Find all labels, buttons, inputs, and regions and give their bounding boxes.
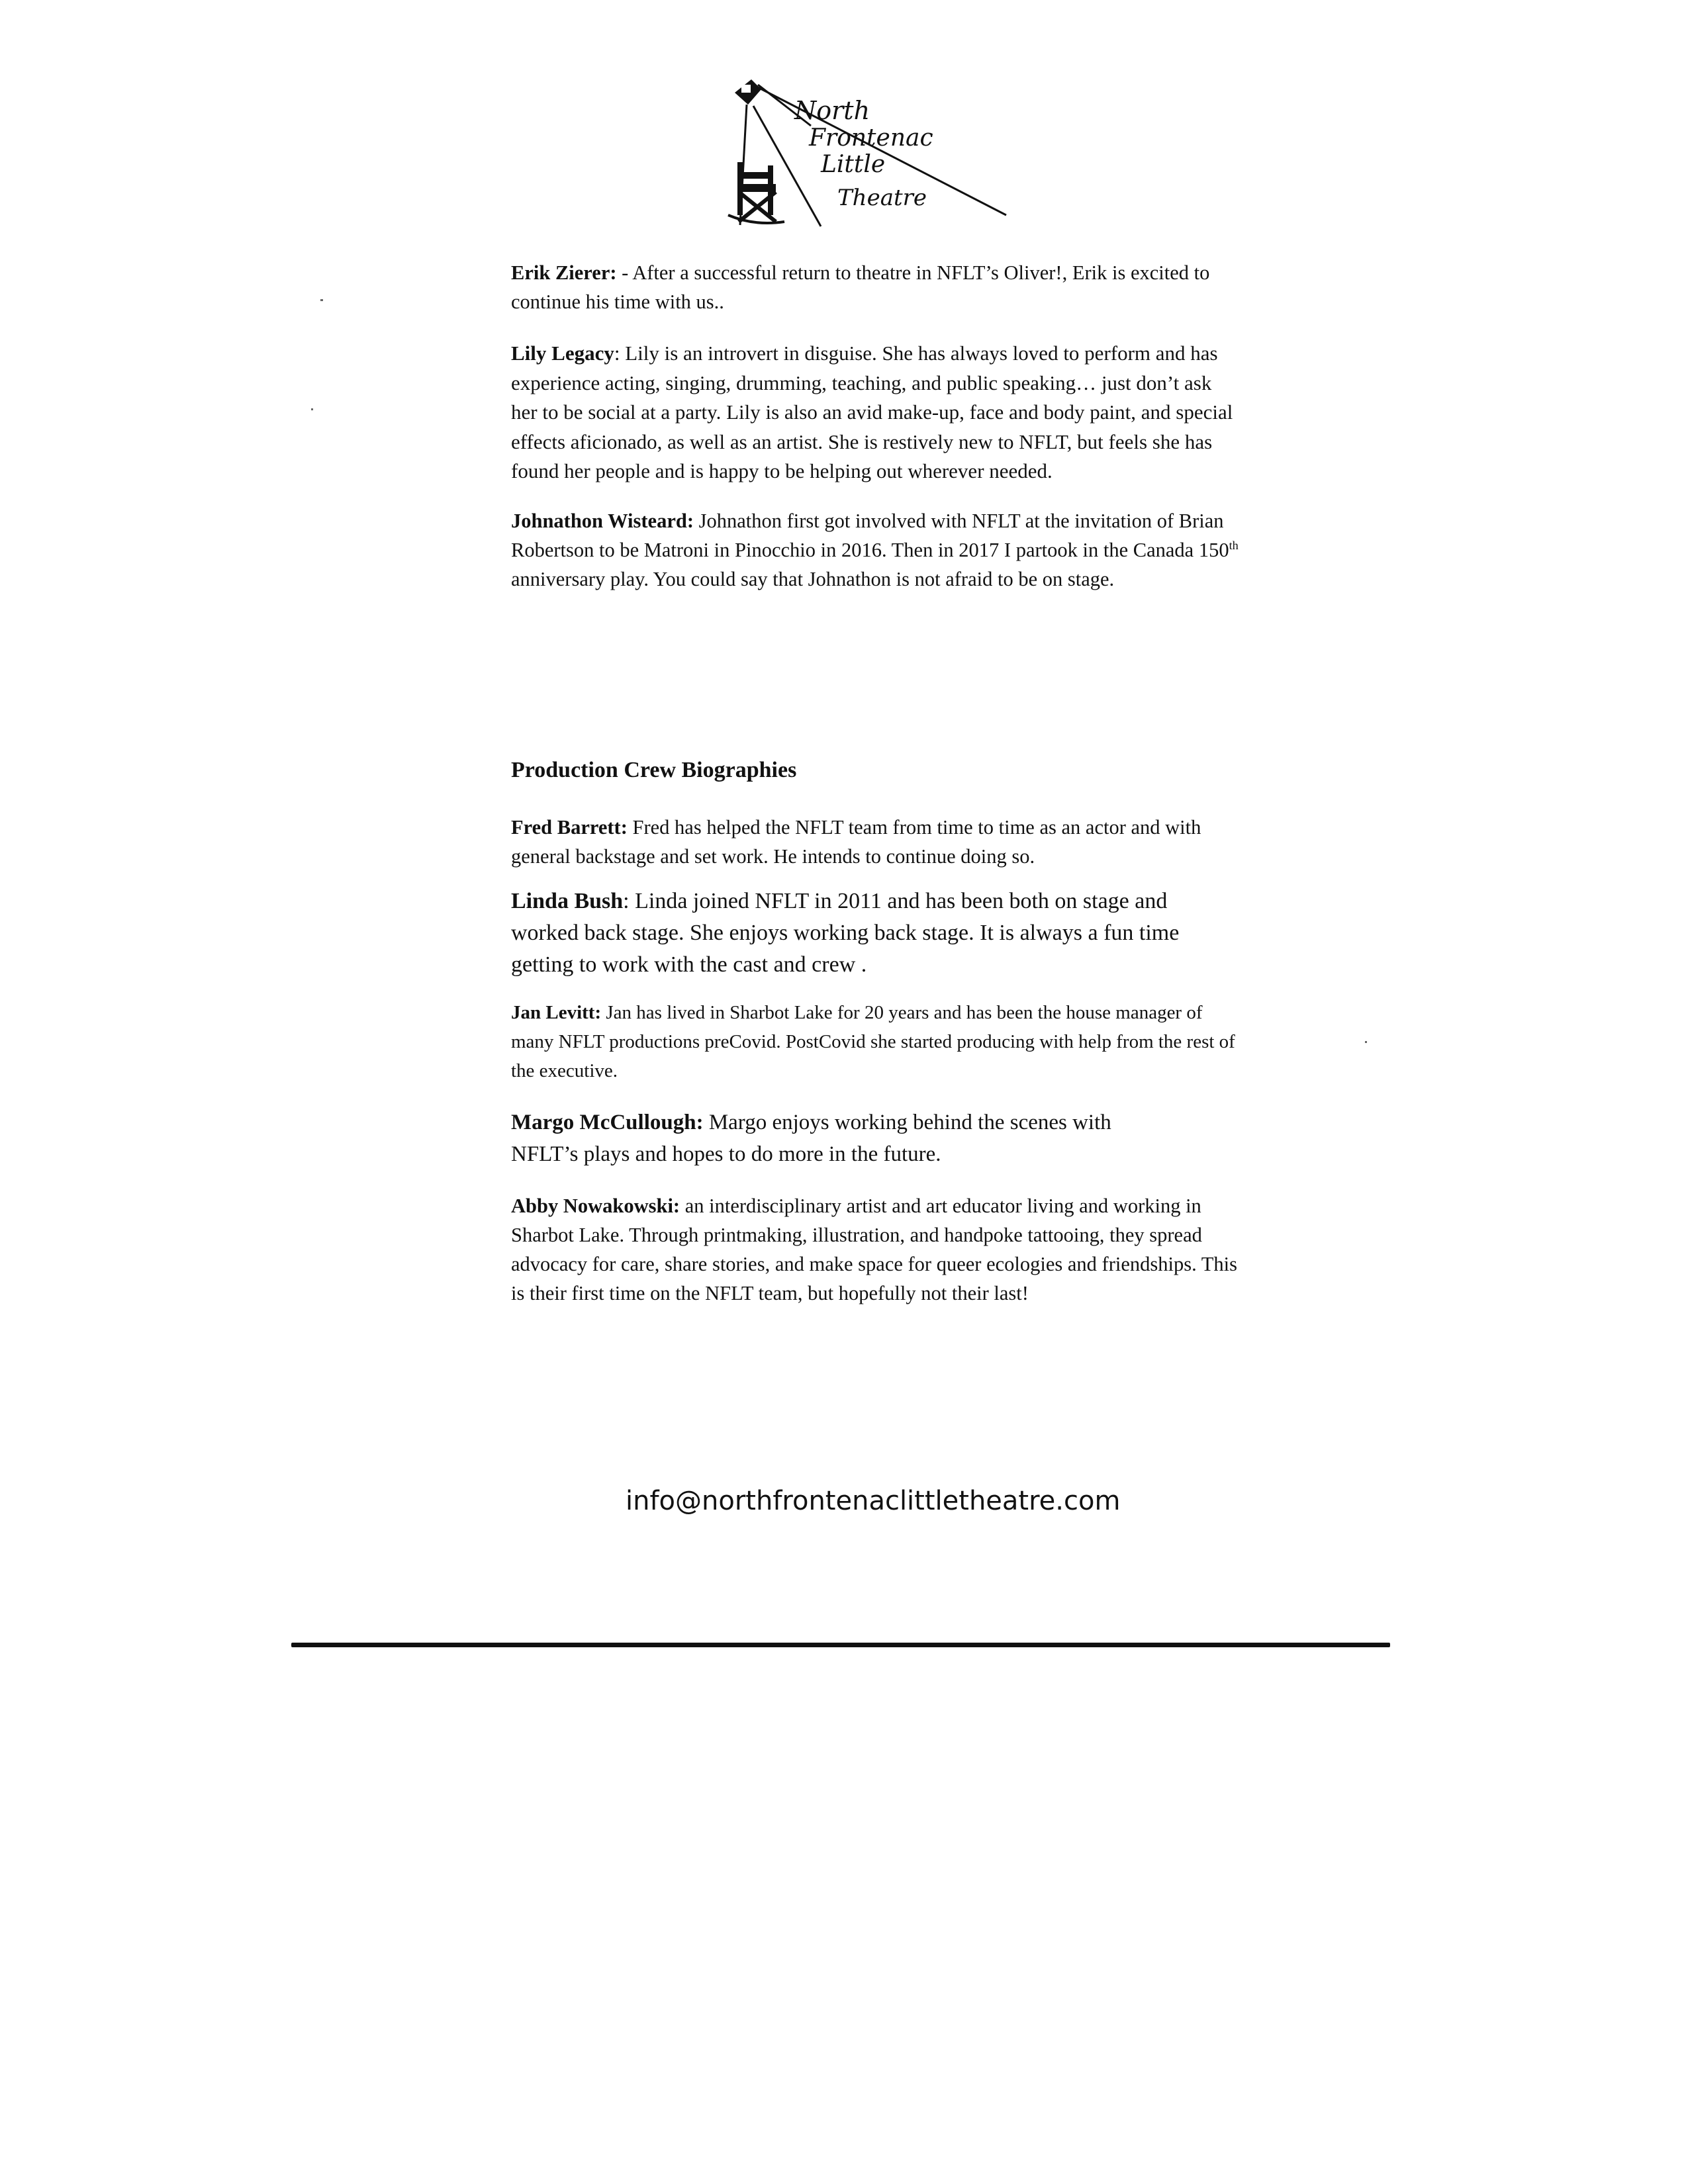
svg-text:Little: Little	[821, 151, 886, 178]
bio-name: Linda Bush	[511, 889, 624, 913]
scan-speck	[311, 408, 313, 410]
svg-text:Theatre: Theatre	[837, 185, 927, 211]
bio-margo-mccullough	[511, 1107, 1147, 1170]
bio-text: : Linda joined NFLT in 2011 and has been both on stage and worked back stage. She enjoys working back stage. It is always a fun time getting to work with the cast and crew .	[511, 889, 1180, 977]
bio-fred-barrett	[511, 813, 1239, 871]
superscript: th	[1229, 538, 1239, 552]
bio-text: : Lily is an introvert in disguise. She has always loved to perform and has experience acting, singing, drumming, teaching, and public speaking… just don’t ask her to be social at a party. Lily is also an avid make-up, face and body paint, and special effects aficionado, as well as an artist. She is restively new to NFLT, but feels she has found her people and is happy to be helping out wherever needed.	[511, 341, 1233, 482]
bio-name: Abby Nowakowski:	[511, 1195, 680, 1217]
bio-johnathon-wisteard	[511, 506, 1239, 594]
svg-text:North: North	[794, 96, 870, 125]
theatre-logo	[722, 73, 1013, 238]
bio-erik-zierer	[511, 258, 1239, 316]
bio-name: Fred Barrett:	[511, 816, 628, 839]
contact-email[interactable]: info@northfrontenaclittletheatre.com	[626, 1486, 1121, 1516]
bio-text: an interdisciplinary artist and art educator living and working in Sharbot Lake. Through printmaking, illustration, and handpoke tattooing, they spread advocacy for care, share stories, and make space for queer ecologies and friendships. This is their first time on the NFLT team, but hopefully not their last!	[511, 1195, 1238, 1304]
bio-text: Fred has helped the NFLT team from time to time as an actor and with general backstage and set work. He intends to continue doing so.	[511, 816, 1201, 868]
svg-text:Frontenac: Frontenac	[809, 124, 933, 152]
bio-text-continued: anniversary play. You could say that Johnathon is not afraid to be on stage.	[511, 567, 1115, 590]
bio-text: - After a successful return to theatre in NFLT’s Oliver!, Erik is excited to continue his time with us..	[511, 261, 1210, 313]
bio-linda-bush	[511, 886, 1239, 981]
spotlight-director-chair-logo-icon	[722, 73, 1013, 238]
crew-bios	[511, 813, 1239, 1328]
bio-text: Johnathon first got involved with NFLT at the invitation of Brian Robertson to be Matroni in Pinocchio in 2016. Then in 2017 I partook in the Canada 150	[511, 509, 1229, 561]
section-title: Production Crew Biographies	[511, 758, 797, 782]
bio-name: Johnathon Wisteard:	[511, 509, 694, 532]
bio-text: Margo enjoys working behind the scenes with NFLT’s plays and hopes to do more in the future.	[511, 1111, 1111, 1166]
bio-name: Margo McCullough:	[511, 1111, 704, 1134]
bio-text: Jan has lived in Sharbot Lake for 20 years and has been the house manager of many NFLT productions preCovid. PostCovid she started producing with help from the rest of the executive.	[511, 1002, 1235, 1081]
bio-name: Lily Legacy	[511, 341, 614, 365]
bio-jan-levitt	[511, 998, 1239, 1085]
scan-speck	[320, 299, 323, 301]
footer-divider	[291, 1643, 1390, 1647]
bio-lily-legacy	[511, 339, 1239, 486]
cast-bios	[511, 258, 1239, 594]
bio-name: Jan Levitt:	[511, 1002, 602, 1023]
scan-speck	[1365, 1041, 1367, 1043]
bio-abby-nowakowski	[511, 1191, 1239, 1308]
bio-name: Erik Zierer:	[511, 261, 617, 284]
